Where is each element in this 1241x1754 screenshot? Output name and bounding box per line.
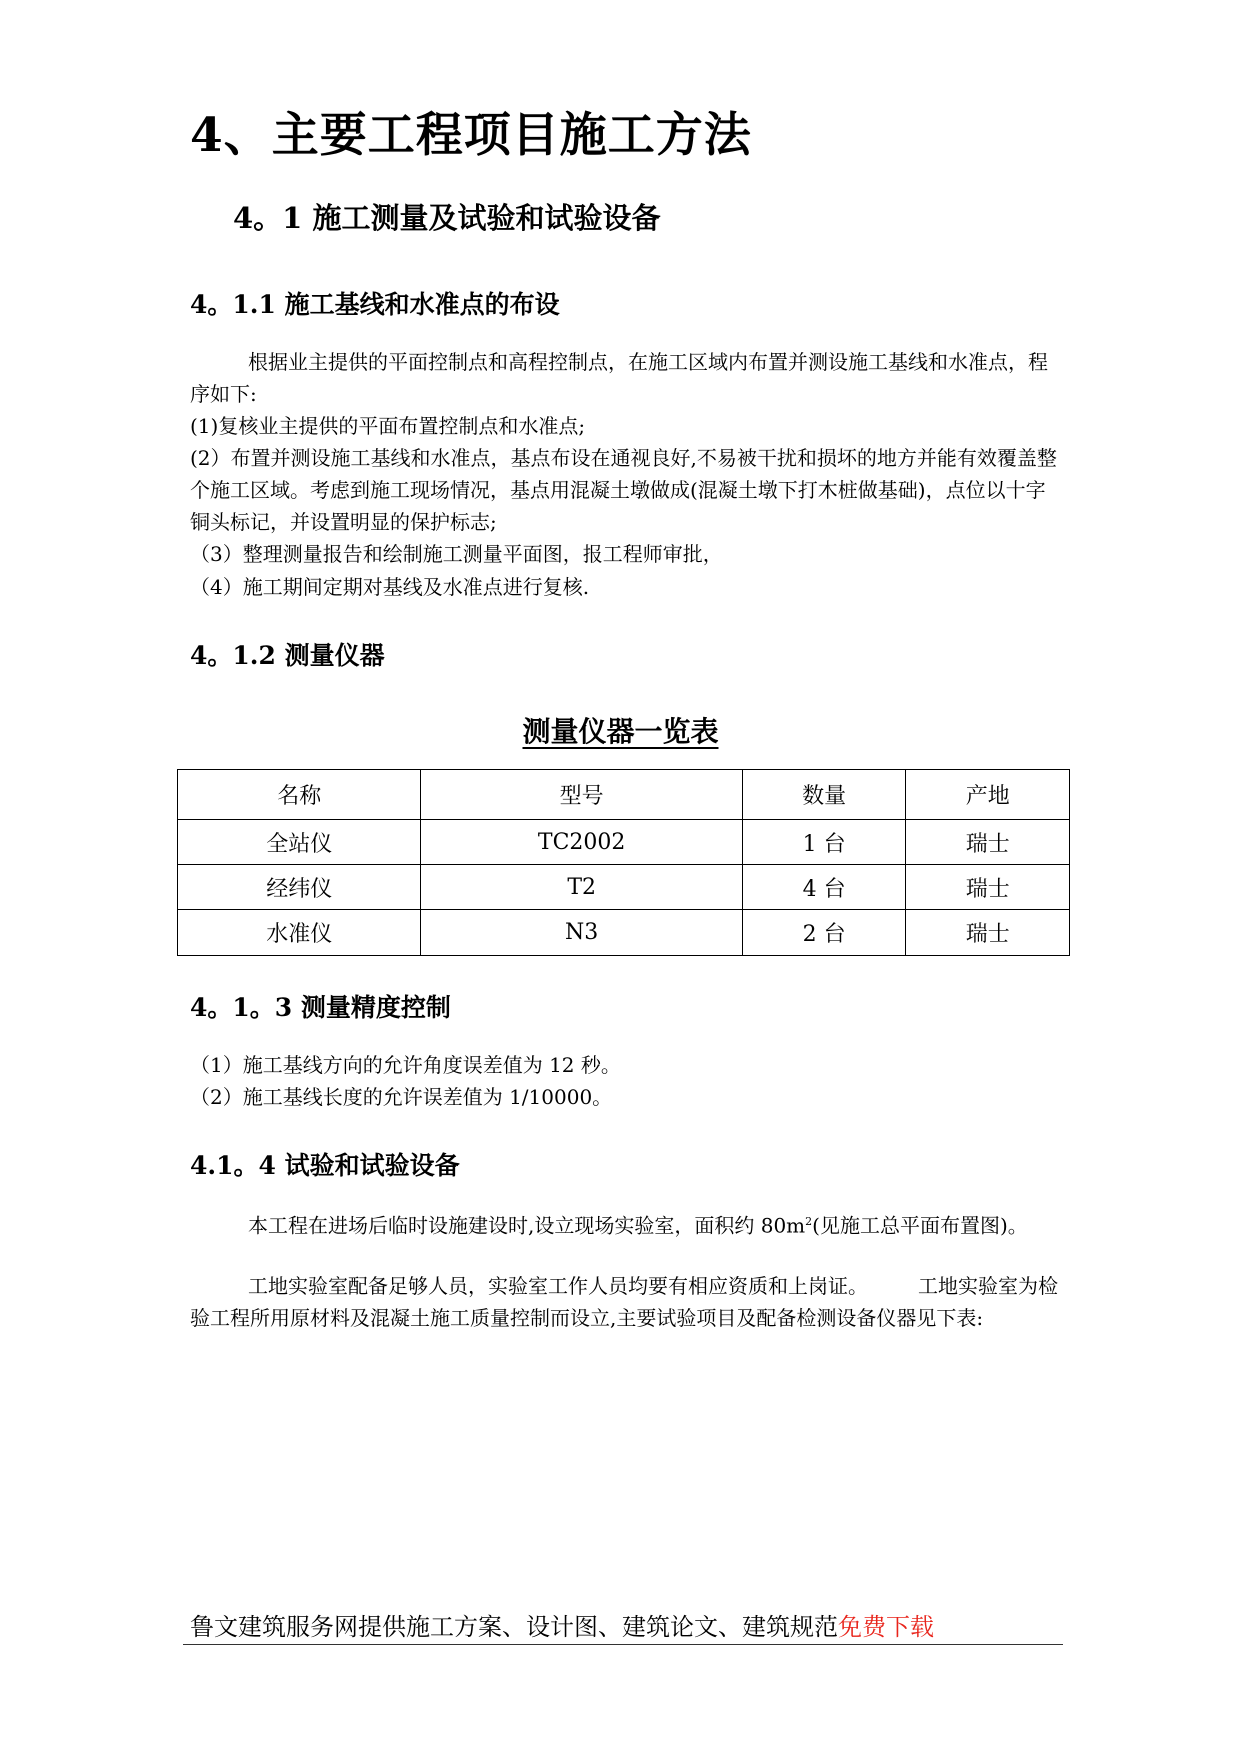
section-heading-4-1-1: 4。1.1 施工基线和水准点的布设 (190, 290, 560, 319)
table-cell: 瑞士 (906, 865, 1070, 910)
table-cell: TC2002 (421, 820, 742, 865)
list-item: （2）施工基线长度的允许误差值为 1/10000。 (190, 1085, 613, 1109)
table-title: 测量仪器一览表 (522, 715, 719, 748)
paragraph-intro: 根据业主提供的平面控制点和高程控制点，在施工区域内布置并测设施工基线和水准点，程序如下: (190, 350, 1048, 406)
footer-label: 鲁文建筑服务网提供施工方案、设计图、建筑论文、建筑规范 (190, 1613, 838, 1641)
main-heading: 4、主要工程项目施工方法 (190, 108, 752, 163)
paragraph-text: (见施工总平面布置图)。 (812, 1213, 1028, 1238)
table-row (178, 820, 1070, 865)
section-heading-4-1: 4。1 施工测量及试验和试验设备 (233, 201, 661, 235)
table-header-cell: 名称 (178, 770, 421, 820)
paragraph-lab-staff: 工地实验室配备足够人员，实验室工作人员均要有相应资质和上岗证。 工地实验室为检验工程所用原材料及混凝土施工质量控制而设立,主要试验项目及配备检测设备仪器见下表: (190, 1274, 1058, 1330)
paragraph-text: 本工程在进场后临时设施建设时,设立现场实验室，面积约 80m (248, 1213, 806, 1238)
table-header-cell: 产地 (906, 770, 1070, 820)
table-header-cell: 型号 (421, 770, 742, 820)
table-header-cell: 数量 (742, 770, 906, 820)
table-cell: 全站仪 (178, 820, 421, 865)
footer-divider (183, 1644, 1063, 1645)
table-cell: 经纬仪 (178, 865, 421, 910)
table-cell: T2 (421, 865, 742, 910)
list-item: （1）施工基线方向的允许角度误差值为 12 秒。 (190, 1053, 621, 1077)
list-item: (1)复核业主提供的平面布置控制点和水准点; (190, 414, 586, 438)
table-cell: 水准仪 (178, 910, 421, 956)
section-heading-4-1-4: 4.1。4 试验和试验设备 (190, 1151, 460, 1180)
table-cell: 瑞士 (906, 820, 1070, 865)
table-row (178, 910, 1070, 956)
table-header-row (178, 770, 1070, 820)
instrument-table (177, 769, 1070, 956)
paragraph-lab (190, 1206, 1060, 1242)
table-cell: 1 台 (742, 820, 906, 865)
footer-text (190, 1607, 934, 1642)
superscript: 2 (805, 1215, 813, 1228)
list-item: （4）施工期间定期对基线及水准点进行复核. (190, 575, 590, 599)
table-cell: 2 台 (742, 910, 906, 956)
table-row (178, 865, 1070, 910)
section-heading-4-1-2: 4。1.2 测量仪器 (190, 641, 385, 670)
list-item: (2）布置并测设施工基线和水准点，基点布设在通视良好,不易被干扰和损坏的地方并能有效覆盖整个施工区域。考虑到施工现场情况，基点用混凝土墩做成(混凝土墩下打木桩做基础)，点位以十字铜头标记，并设置明显的保护标志; (190, 446, 1057, 534)
table-cell: 4 台 (742, 865, 906, 910)
section-heading-4-1-3: 4。1。3 测量精度控制 (190, 993, 451, 1022)
footer-download-link[interactable]: 免费下载 (838, 1613, 934, 1641)
table-cell: N3 (421, 910, 742, 956)
list-item: （3）整理测量报告和绘制施工测量平面图，报工程师审批， (190, 542, 723, 566)
table-cell: 瑞士 (906, 910, 1070, 956)
